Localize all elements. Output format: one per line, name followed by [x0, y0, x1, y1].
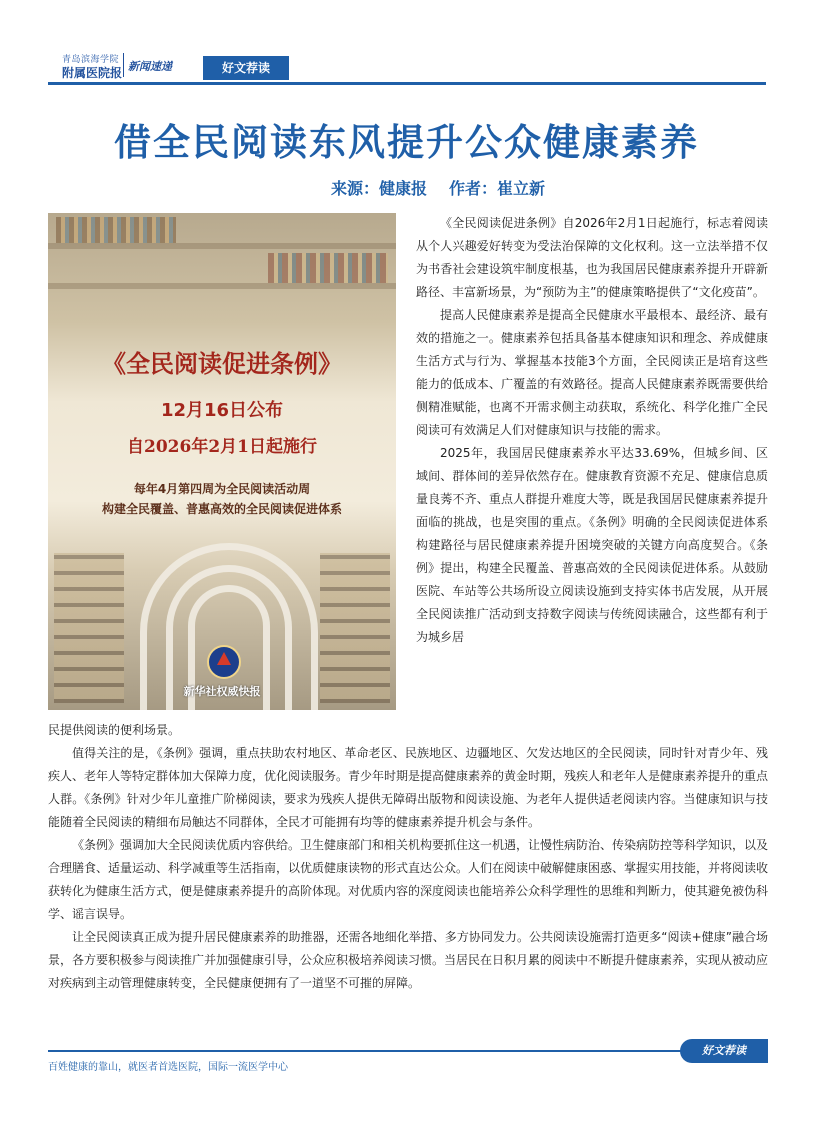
book-stack: [320, 553, 390, 703]
hospital-logo-line2: 附属医院报: [62, 66, 123, 80]
article-column-right: [416, 212, 768, 649]
poster-week-line: 每年4月第四周为全民阅读活动周: [133, 482, 311, 496]
book-stack: [54, 553, 124, 703]
article-column-full: [48, 719, 768, 995]
poster-date-effective: 自2026年2月1日起施行: [127, 437, 317, 457]
footer-rule: [48, 1050, 688, 1052]
bookshelf: [48, 283, 396, 289]
article-paragraph-continued: 民提供阅读的便利场景。: [48, 723, 181, 737]
poster-title: 《全民阅读促进条例》: [102, 350, 342, 378]
article-paragraph: 值得关注的是，《条例》强调，重点扶助农村地区、革命老区、民族地区、边疆地区、欠发达地区的全民阅读，同时针对青少年、残疾人、老年人等特定群体加大保障力度，优化阅读服务。青少年时期是提高健康素养的黄金时期，残疾人和老年人是健康素养提升的重点人群。《条例》针对少年儿童推广阶梯阅读，要求为残疾人提供无障碍出版物和阅读设施、为老年人提供适老阅读内容。当健康知识与技能随着全民阅读的精细布局触达不同群体，全民才可能拥有均等的健康素养提升机会与条件。: [48, 746, 769, 829]
xinhua-emblem-icon: [207, 645, 241, 679]
bookshelf: [48, 243, 396, 249]
footer-section-tag: 好文荐读: [680, 1039, 768, 1063]
article-title: 借全民阅读东风提升公众健康素养: [114, 121, 699, 164]
book-stack: [268, 253, 388, 283]
hospital-logo-line1: 青岛滨海学院: [62, 55, 120, 65]
poster-date-published: 12月16日公布: [160, 400, 284, 421]
article-paragraph: 《条例》强调加大全民阅读优质内容供给。卫生健康部门和相关机构要抓住这一机遇，让慢性病防治、传染病防控等科学知识，以及合理膳食、适量运动、科学减重等生活指南，以优质健康读物的形式直达公众。人们在阅读中破解健康困惑、掌握实用技能，并将阅读收获转化为健康生活方式，便是健康素养提升的高阶体现。对优质内容的深度阅读也能培养公众科学理性的思维和判断力，使其避免被伪科学、谣言误导。: [48, 838, 769, 921]
article-author: 作者：崔立新: [448, 179, 545, 198]
section-name: 新闻速递: [128, 60, 172, 73]
poster-brand: 新华社权威快报: [183, 685, 261, 698]
page-header: [0, 0, 813, 90]
article-paragraph: 提高人民健康素养是提高全民健康水平最根本、最经济、最有效的措施之一。健康素养包括具备基本健康知识和理念、养成健康生活方式与行为、掌握基本技能3个方面，全民阅读正是培育这些能力的低成本、广覆盖的有效路径。提高人民健康素养既需要供给侧精准赋能，也离不开需求侧主动获取，系统化、科学化推广全民阅读可有效满足人们对健康知识与技能的需求。: [416, 308, 768, 437]
book-stack: [56, 217, 176, 243]
article-paragraph: 《全民阅读促进条例》自2026年2月1日起施行，标志着阅读从个人兴趣爱好转变为受法治保障的文化权利。这一立法举措不仅为书香社会建设筑牢制度根基，也为我国居民健康素养提升开辟新路径、丰富新场景，为“预防为主”的健康策略提供了“文化疫苗”。: [416, 216, 768, 299]
article-source: 来源：健康报: [330, 179, 427, 198]
footer-slogan: 百姓健康的靠山，就医者首选医院，国际一流医学中心: [48, 1062, 288, 1073]
header-rule: [48, 82, 766, 85]
article-paragraph: 让全民阅读真正成为提升居民健康素养的助推器，还需各地细化举措、多方协同发力。公共阅读设施需打造更多“阅读+健康”融合场景，各方要积极参与阅读推广并加强健康引导，公众应积极培养阅读习惯。当居民在日积月累的阅读中不断提升健康素养，实现从被动应对疾病到主动管理健康转变，全民健康便拥有了一道坚不可摧的屏障。: [48, 930, 769, 990]
article-byline: [0, 176, 545, 199]
header-divider: [123, 53, 124, 77]
poster-image: [48, 213, 396, 710]
poster-system-line: 构建全民覆盖、普惠高效的全民阅读促进体系: [101, 502, 342, 516]
section-tab: 好文荐读: [203, 56, 289, 80]
article-paragraph: 2025年，我国居民健康素养水平达33.69%，但城乡间、区域间、群体间的差异依然存在。健康教育资源不充足、健康信息质量良莠不齐、重点人群提升难度大等，既是我国居民健康素养提升面临的挑战，也是突围的重点。《条例》明确的全民阅读促进体系构建路径与居民健康素养提升困境突破的关键方向高度契合。《条例》提出，构建全民覆盖、普惠高效的全民阅读促进体系。从鼓励医院、车站等公共场所设立阅读设施到支持实体书店发展，从开展全民阅读推广活动到支持数字阅读与传统阅读融合，这些都有利于为城乡居: [416, 446, 768, 644]
